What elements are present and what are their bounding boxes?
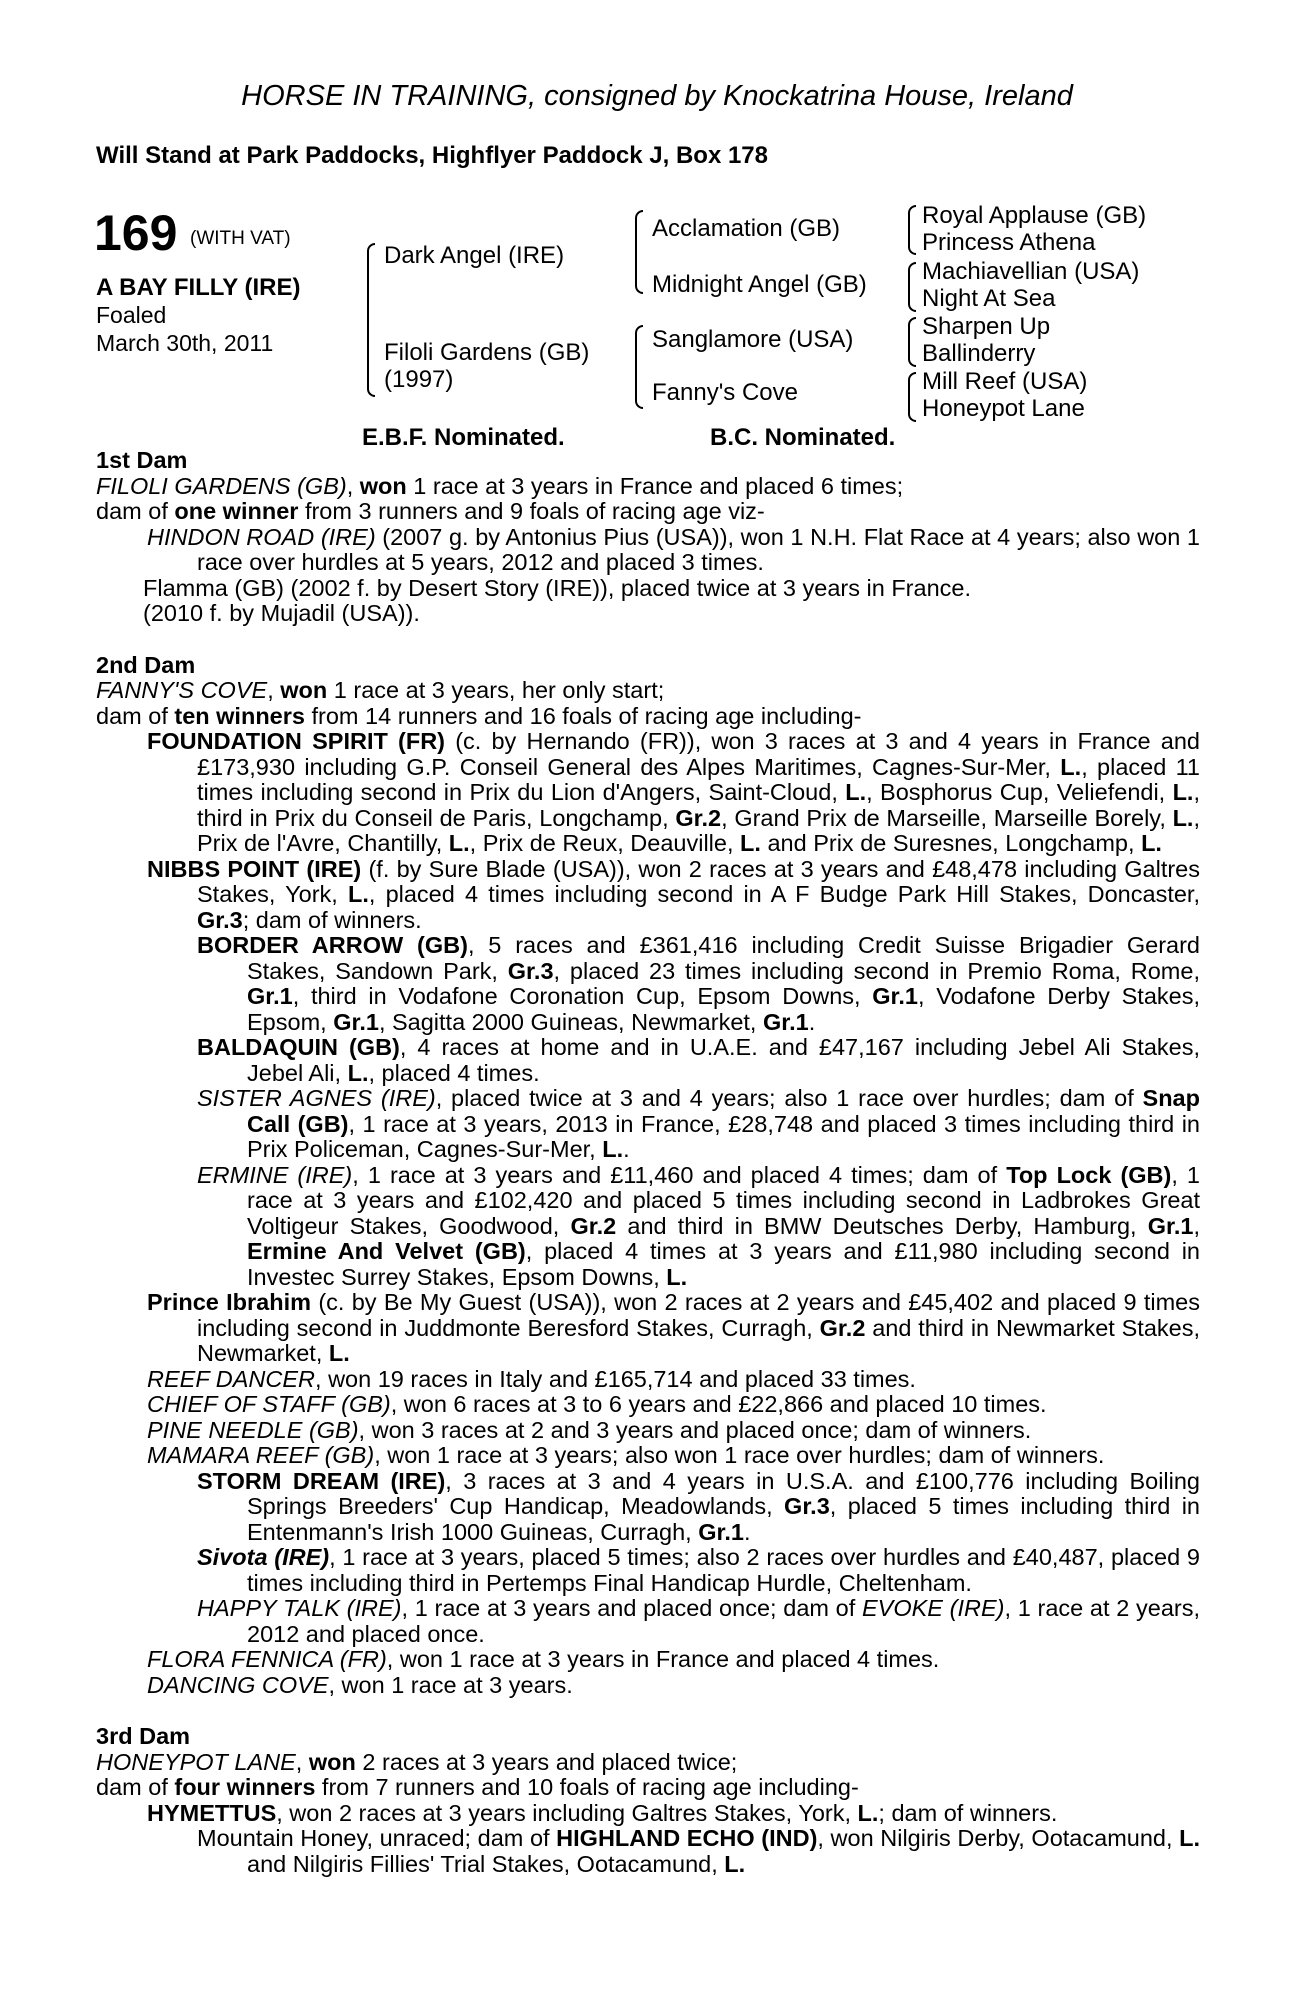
third-dam-summary: HONEYPOT LANE, won 2 races at 3 years and placed twice; [96, 1748, 738, 1775]
stand-location: Will Stand at Park Paddocks, Highflyer Paddock J, Box 178 [96, 142, 768, 169]
grand-produce-entry: STORM DREAM (IRE), 3 races at 3 and 4 years in U.S.A. and £100,776 including Boiling Springs Breeders' Cup Handicap, Meadowlands, Gr.3, placed 5 times including third in Entenmann's Irish 1000 Guineas, Curragh, Gr.1. [197, 1467, 1200, 1545]
pedigree-sire: Dark Angel (IRE) [384, 242, 565, 269]
produce-entry: Flamma (GB) (2002 f. by Desert Story (IRE)), placed twice at 3 years in France. [143, 574, 971, 601]
produce-entry: DANCING COVE, won 1 race at 3 years. [147, 1671, 573, 1698]
pedigree-g2: Princess Athena [922, 229, 1096, 256]
produce-entry: HINDON ROAD (IRE) (2007 g. by Antonius Pius (USA)), won 1 N.H. Flat Race at 4 years; also won 1 race over hurdles at 5 years, 2012 and placed 3 times. [147, 523, 1200, 575]
grand-produce-entry: BORDER ARROW (GB), 5 races and £361,416 including Credit Suisse Brigadier Gerard Stakes, Sandown Park, Gr.3, placed 23 times including second in Premio Roma, Rome, Gr.1, third in Vodafone Coronation Cup, Epsom Downs, Gr.1, Vodafone Derby Stakes, Epsom, Gr.1, Sagitta 2000 Guineas, Newmarket, Gr.1. [197, 932, 1201, 1035]
grand-produce-entry: BALDAQUIN (GB), 4 races at home and in U.A.E. and £47,167 including Jebel Ali Stakes, Jebel Ali, L., placed 4 times. [197, 1034, 1200, 1086]
pedigree-sire-sire: Acclamation (GB) [652, 215, 841, 242]
pedigree-g8: Honeypot Lane [922, 395, 1085, 422]
dam-lines [96, 448, 1200, 1877]
produce-entry: FOUNDATION SPIRIT (FR) (c. by Hernando (FR)), won 3 races at 3 and 4 years in France and £173,930 including G.P. Conseil General des Alpes Maritimes, Cagnes-Sur-Mer, L., placed 11 times including second in Prix du Lion d'Angers, Saint-Cloud, L., Bosphorus Cup, Veliefendi, L., third in Prix du Conseil de Paris, Longchamp, Gr.2, Grand Prix de Marseille, Marseille Borely, L., Prix de l'Avre, Chantilly, L., Prix de Reux, Deauville, L. and Prix de Suresnes, Longchamp, L. [147, 728, 1201, 856]
first-dam-heading: 1st Dam [96, 447, 188, 473]
produce-entry: PINE NEEDLE (GB), won 3 races at 2 and 3 years and placed once; dam of winners. [147, 1416, 1032, 1443]
pedigree-g6: Ballinderry [922, 340, 1036, 367]
second-dam-produce-summary: dam of ten winners from 14 runners and 16 foals of racing age including- [96, 702, 862, 729]
produce-entry: MAMARA REEF (GB), won 1 race at 3 years; also won 1 race over hurdles; dam of winners. [147, 1442, 1105, 1468]
pedigree-brace [908, 372, 916, 422]
dam-name: FILOLI GARDENS (GB) [96, 472, 347, 499]
produce-entry: NIBBS POINT (IRE) (f. by Sure Blade (USA)), won 2 races at 3 years and £48,478 including Galtres Stakes, York, L., placed 4 times including second in A F Budge Park Hill Stakes, Doncaster, Gr.3; dam of winners. [147, 855, 1200, 933]
first-dam-summary: FILOLI GARDENS (GB), won 1 race at 3 years in France and placed 6 times; [96, 472, 904, 499]
pedigree-dam-sire: Sanglamore (USA) [652, 326, 854, 353]
pedigree-brace [908, 205, 916, 255]
third-dam-heading: 3rd Dam [96, 1723, 191, 1749]
pedigree-brace [367, 243, 375, 397]
pedigree-dam-dam: Fanny's Cove [652, 379, 798, 406]
pedigree-brace [635, 325, 643, 409]
pedigree-brace [635, 210, 643, 294]
produce-entry: CHIEF OF STAFF (GB), won 6 races at 3 to 6 years and £22,866 and placed 10 times. [147, 1391, 1047, 1417]
second-dam-summary: FANNY'S COVE, won 1 race at 3 years, her only start; [96, 677, 665, 703]
lot-vat: (WITH VAT) [190, 228, 291, 249]
pedigree-sire-dam: Midnight Angel (GB) [652, 271, 867, 298]
pedigree-g7: Mill Reef (USA) [922, 368, 1088, 395]
grand-produce-entry: HAPPY TALK (IRE), 1 race at 3 years and placed once; dam of EVOKE (IRE), 1 race at 2 years, 2012 and placed once. [197, 1595, 1201, 1647]
pedigree-dam: Filoli Gardens (GB) [384, 339, 590, 366]
produce-entry: REEF DANCER, won 19 races in Italy and £165,714 and placed 33 times. [147, 1365, 916, 1392]
bc-nominated: B.C. Nominated. [710, 424, 896, 451]
produce-entry: (2010 f. by Mujadil (USA)). [143, 600, 420, 626]
ebf-nominated: E.B.F. Nominated. [362, 424, 565, 451]
foaled-date: March 30th, 2011 [96, 330, 274, 356]
pedigree-brace [908, 262, 916, 312]
second-dam-heading: 2nd Dam [96, 651, 196, 678]
pedigree-g4: Night At Sea [922, 285, 1056, 312]
lot-description: A BAY FILLY (IRE) [96, 274, 301, 301]
produce-entry: FLORA FENNICA (FR), won 1 race at 3 years in France and placed 4 times. [147, 1646, 940, 1672]
pedigree-g1: Royal Applause (GB) [922, 202, 1147, 229]
pedigree-g3: Machiavellian (USA) [922, 258, 1140, 285]
grand-produce-entry: Mountain Honey, unraced; dam of HIGHLAND ECHO (IND), won Nilgiris Derby, Ootacamund, L. and Nilgiris Fillies' Trial Stakes, Ootacamund, L. [197, 1825, 1201, 1877]
pedigree-g5: Sharpen Up [922, 313, 1051, 340]
pedigree-dam-year: (1997) [384, 366, 454, 393]
first-dam-produce-summary: dam of one winner from 3 runners and 9 foals of racing age viz- [96, 498, 765, 524]
grand-produce-entry: Sivota (IRE), 1 race at 3 years, placed 5 times; also 2 races over hurdles and £40,487, placed 9 times including third in Pertemps Final Handicap Hurdle, Cheltenham. [197, 1544, 1200, 1596]
lot-number: 169 [94, 205, 178, 261]
page-title: HORSE IN TRAINING, consigned by Knockatrina House, Ireland [241, 80, 1073, 112]
pedigree-brace [908, 317, 916, 367]
produce-entry: Prince Ibrahim (c. by Be My Guest (USA)), won 2 races at 2 years and £45,402 and placed 9 times including second in Juddmonte Beresford Stakes, Curragh, Gr.2 and third in Newmarket Stakes, Newmarket, L. [147, 1289, 1201, 1366]
foaled-label: Foaled [96, 302, 167, 328]
grand-produce-entry: ERMINE (IRE), 1 race at 3 years and £11,460 and placed 4 times; dam of Top Lock (GB), 1 race at 3 years and £102,420 and placed 5 times including second in Ladbrokes Great Voltigeur Stakes, Goodwood, Gr.2 and third in BMW Deutsches Derby, Hamburg, Gr.1, Ermine And Velvet (GB), placed 4 times at 3 years and £11,980 including second in Investec Surrey Stakes, Epsom Downs, L. [197, 1161, 1201, 1290]
produce-entry: HYMETTUS, won 2 races at 3 years including Galtres Stakes, York, L.; dam of winners. [147, 1799, 1058, 1826]
grand-produce-entry: SISTER AGNES (IRE), placed twice at 3 and 4 years; also 1 race over hurdles; dam of Snap Call (GB), 1 race at 3 years, 2013 in France, £28,748 and placed 3 times including third in Prix Policeman, Cagnes-Sur-Mer, L.. [197, 1085, 1200, 1162]
third-dam-produce-summary: dam of four winners from 7 runners and 10 foals of racing age including- [96, 1774, 859, 1800]
